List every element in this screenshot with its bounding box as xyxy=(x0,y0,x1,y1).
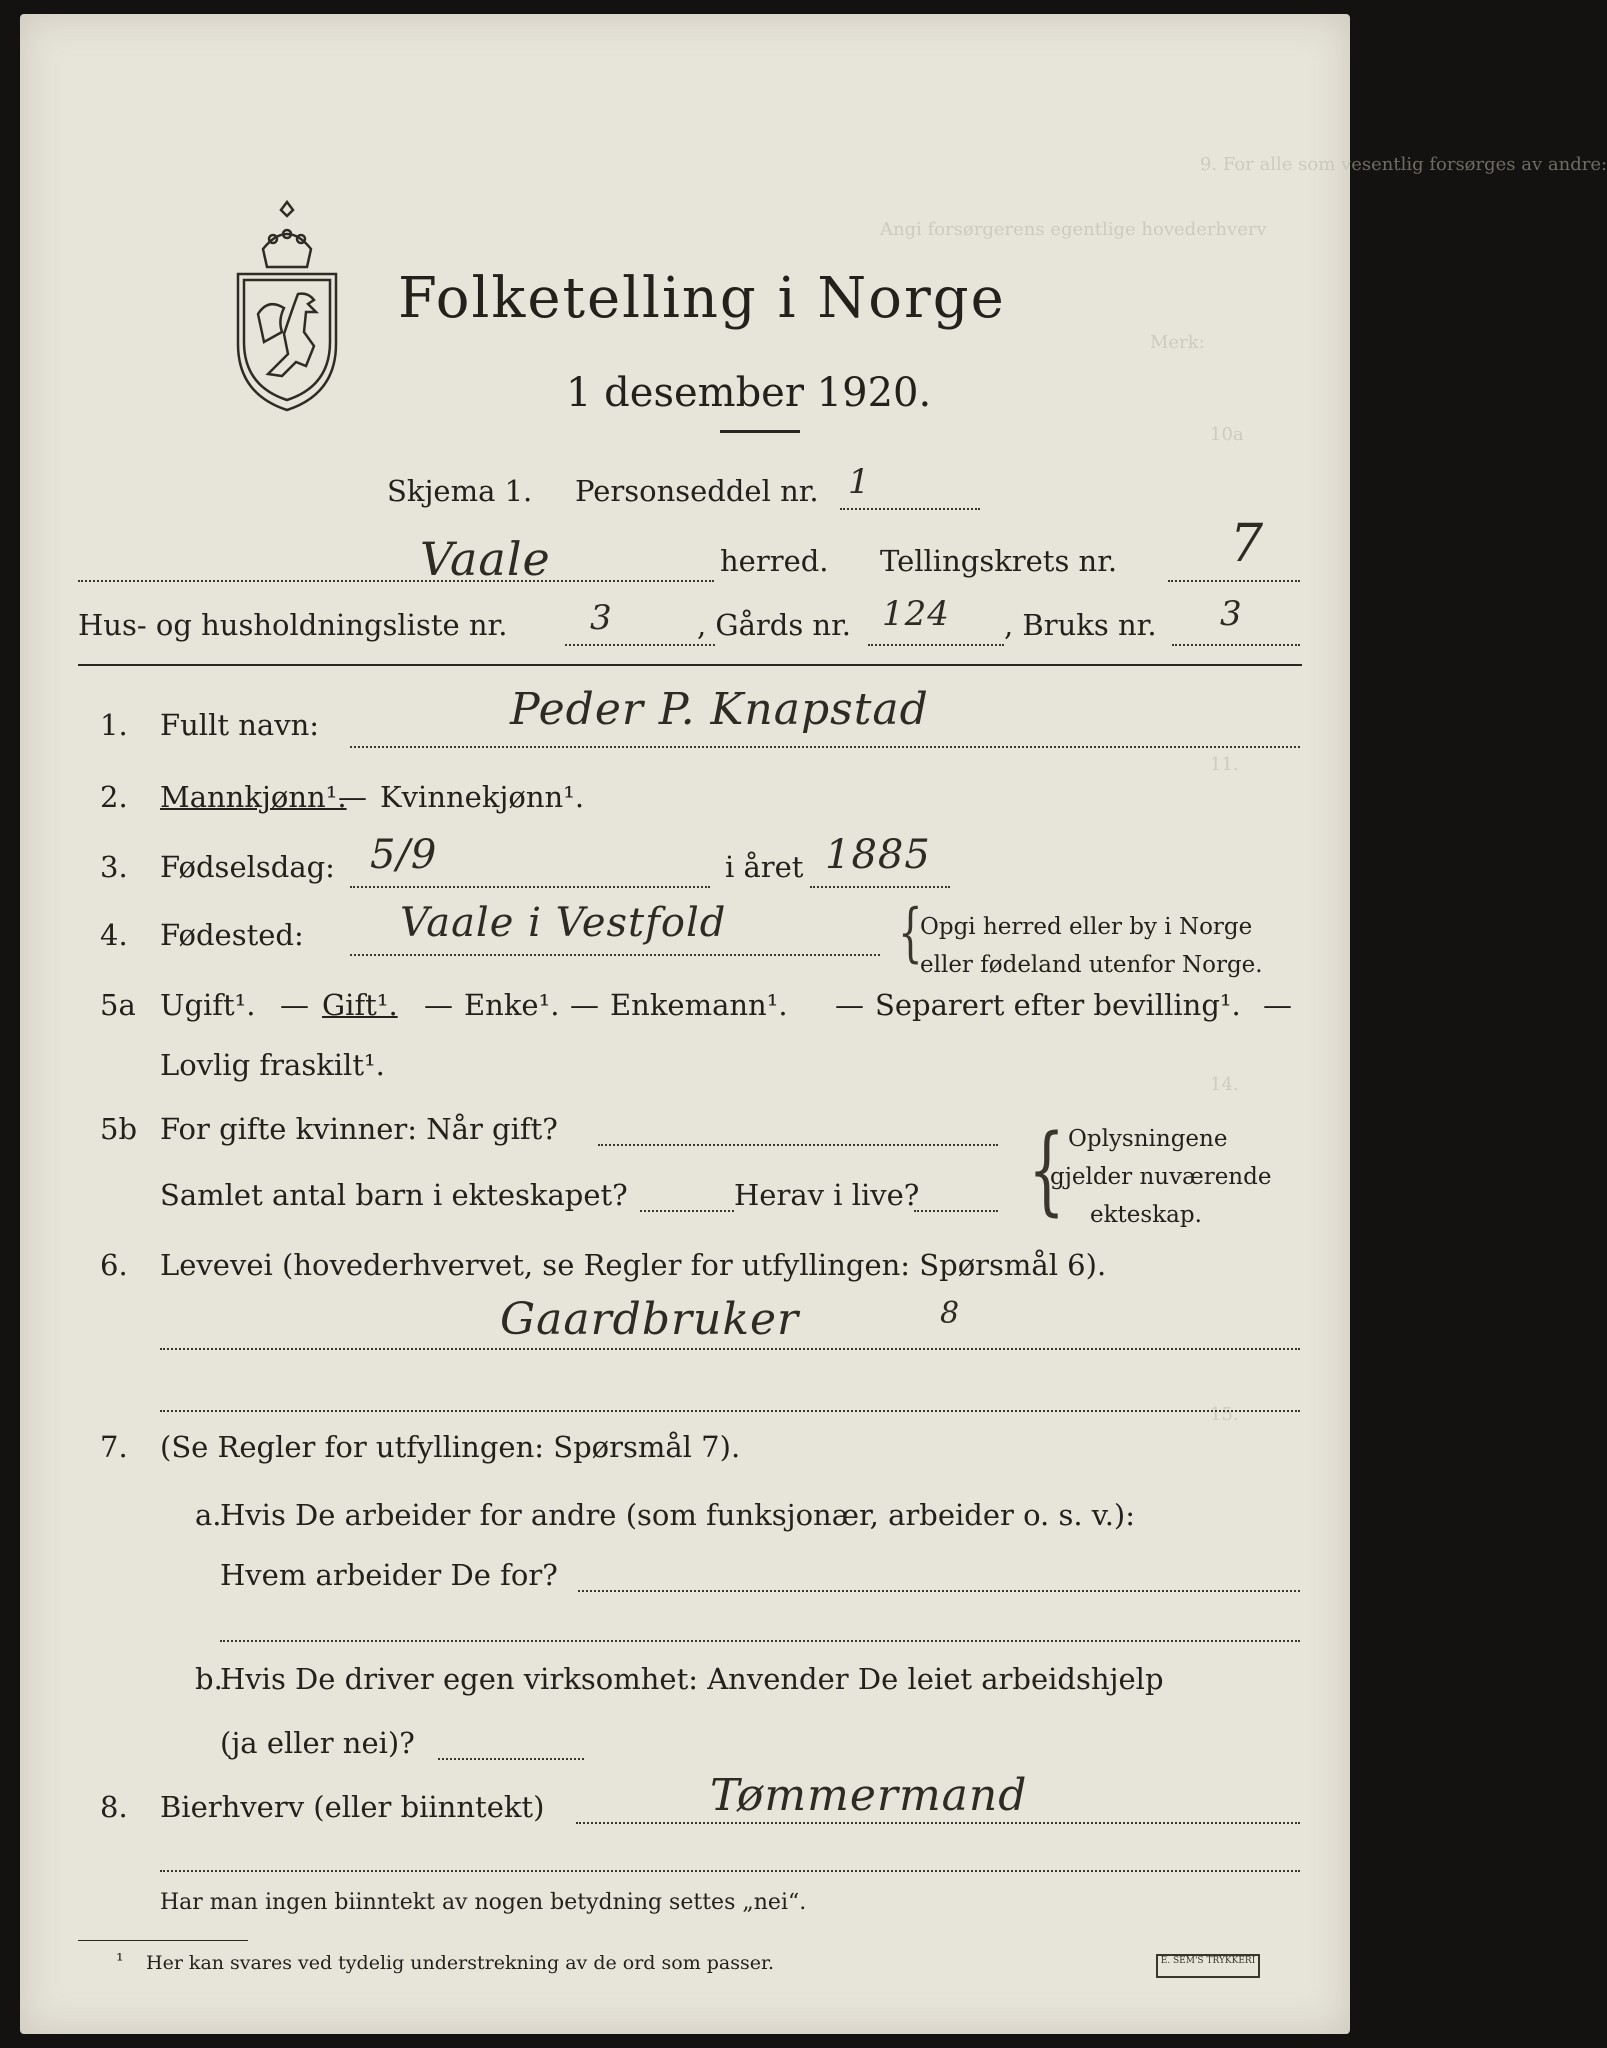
q5b-children-line xyxy=(640,1210,734,1212)
q4-number: 4. xyxy=(100,918,128,952)
q7b-line xyxy=(438,1758,584,1760)
q1-line xyxy=(350,746,1300,748)
personseddel-value: 1 xyxy=(848,462,871,502)
q2-female-option: Kvinnekjønn¹. xyxy=(380,780,585,814)
q5b-brace: { xyxy=(1028,1114,1065,1226)
q5a-number: 5a xyxy=(100,988,136,1022)
bleed-through-text: 14. xyxy=(1210,1074,1239,1095)
q3-year-line xyxy=(810,886,950,888)
q5a-dash: — xyxy=(280,988,309,1022)
q8-line1 xyxy=(576,1822,1300,1824)
header-rule xyxy=(78,664,1302,666)
tellingskrets-value: 7 xyxy=(1230,514,1265,574)
q8-side-income-value: Tømmermand xyxy=(710,1770,1028,1821)
q4-line xyxy=(350,954,880,956)
q5a-dash: — xyxy=(835,988,864,1022)
tellingskrets-label: Tellingskrets nr. xyxy=(880,544,1118,578)
q2-number: 2. xyxy=(100,780,128,814)
gards-label: , Gårds nr. xyxy=(697,608,851,642)
q5b-alive-label: Herav i live? xyxy=(734,1178,920,1212)
census-date: 1 desember 1920. xyxy=(566,370,932,416)
q5b-note-line3: ekteskap. xyxy=(1090,1202,1202,1228)
footnote-rule xyxy=(78,1940,248,1941)
q3-year-value: 1885 xyxy=(825,832,931,878)
q3-birthday-value: 5/9 xyxy=(370,832,438,878)
q7-number: 7. xyxy=(100,1430,128,1464)
q3-number: 3. xyxy=(100,850,128,884)
herred-value: Vaale xyxy=(420,532,551,586)
q1-label: Fullt navn: xyxy=(160,708,320,742)
q7a-line1 xyxy=(578,1590,1300,1592)
q5a-separert: Separert efter bevilling¹. xyxy=(875,988,1241,1022)
printer-stamp: E. SEM'S TRYKKERI xyxy=(1156,1954,1260,1978)
census-form-sheet xyxy=(20,14,1607,2034)
q5b-alive-line xyxy=(914,1210,998,1212)
q6-line2 xyxy=(160,1410,1300,1412)
q7-label: (Se Regler for utfyllingen: Spørsmål 7). xyxy=(160,1430,741,1464)
q8-line2 xyxy=(160,1870,1300,1872)
q5b-children-label: Samlet antal barn i ekteskapet? xyxy=(160,1178,628,1212)
q3-year-label: i året xyxy=(725,850,804,884)
q5b-note-line2: gjelder nuværende xyxy=(1050,1164,1272,1190)
norwegian-coat-of-arms-icon xyxy=(228,194,346,412)
schema-label: Skjema 1. xyxy=(387,474,533,508)
tellingskrets-line xyxy=(1168,580,1300,582)
form-title: Folketelling i Norge xyxy=(398,266,1006,331)
q5a-dash: — xyxy=(570,988,599,1022)
husliste-label: Hus- og husholdningsliste nr. xyxy=(78,608,508,642)
q6-label: Levevei (hovederhvervet, se Regler for utfyllingen: Spørsmål 6). xyxy=(160,1248,1107,1282)
q1-full-name-value: Peder P. Knapstad xyxy=(510,684,929,735)
q5b-number: 5b xyxy=(100,1112,138,1146)
bruks-line xyxy=(1172,644,1300,646)
q6-occupation-value: Gaardbruker xyxy=(500,1294,800,1345)
q5a-enkemann: Enkemann¹. xyxy=(610,988,788,1022)
q5a-gift: Gift¹. xyxy=(322,988,398,1022)
q6-line1 xyxy=(160,1348,1300,1350)
q4-label: Fødested: xyxy=(160,918,304,952)
q1-number: 1. xyxy=(100,708,128,742)
herred-label: herred. xyxy=(720,544,829,578)
gards-line xyxy=(868,644,1004,646)
q5a-dash: — xyxy=(1263,988,1292,1022)
bleed-through-text: Merk: xyxy=(1150,332,1205,353)
q5a-dash: — xyxy=(424,988,453,1022)
q8-label: Bierhverv (eller biinntekt) xyxy=(160,1790,545,1824)
q7a-question: Hvem arbeider De for? xyxy=(220,1558,558,1592)
q7a-number: a. xyxy=(195,1498,222,1532)
herred-line xyxy=(78,580,714,582)
q2-separator: — xyxy=(338,780,367,814)
q4-note-line2: eller fødeland utenfor Norge. xyxy=(920,952,1263,978)
bruks-label: , Bruks nr. xyxy=(1004,608,1157,642)
footnote-mark: ¹ xyxy=(116,1950,124,1972)
q7b-question: (ja eller nei)? xyxy=(220,1726,415,1760)
q4-birthplace-value: Vaale i Vestfold xyxy=(400,900,727,946)
husliste-line xyxy=(565,644,715,646)
bruks-value: 3 xyxy=(1220,594,1243,634)
q2-male-option: Mannkjønn¹. xyxy=(160,780,347,814)
q4-note-line1: Opgi herred eller by i Norge xyxy=(920,914,1253,940)
q3-line xyxy=(350,886,710,888)
title-divider xyxy=(720,430,800,433)
bleed-through-text: 15. xyxy=(1210,1404,1239,1425)
q8-number: 8. xyxy=(100,1790,128,1824)
q7b-text: Hvis De driver egen virksomhet: Anvender De leiet arbeidshjelp xyxy=(220,1662,1164,1696)
q5b-when-married-label: For gifte kvinner: Når gift? xyxy=(160,1112,558,1146)
q7b-number: b. xyxy=(195,1662,223,1696)
bleed-through-text: 9. For alle som vesentlig forsørges av andre: xyxy=(1200,154,1607,175)
q5b-note-line1: Oplysningene xyxy=(1068,1126,1228,1152)
q6-number: 6. xyxy=(100,1248,128,1282)
q5b-when-married-line xyxy=(598,1144,998,1146)
q4-brace: { xyxy=(898,896,923,970)
q7a-text: Hvis De arbeider for andre (som funksjonær, arbeider o. s. v.): xyxy=(220,1498,1136,1532)
q5a-fraskilt: Lovlig fraskilt¹. xyxy=(160,1048,385,1082)
q7a-line2 xyxy=(220,1640,1300,1642)
personseddel-line xyxy=(840,508,980,510)
q6-mark: 8 xyxy=(940,1296,961,1331)
q5a-ugift: Ugift¹. xyxy=(160,988,256,1022)
footnote-text: Her kan svares ved tydelig understrekning av de ord som passer. xyxy=(146,1952,775,1974)
personseddel-label: Personseddel nr. xyxy=(575,474,819,508)
no-income-note: Har man ingen biinntekt av nogen betydning settes „nei“. xyxy=(160,1890,807,1915)
gards-value: 124 xyxy=(882,594,950,634)
bleed-through-text: 11. xyxy=(1210,754,1239,775)
q5a-enke: Enke¹. xyxy=(464,988,560,1022)
bleed-through-text: 10a xyxy=(1210,424,1244,445)
bleed-through-text: Angi forsørgerens egentlige hovederhverv xyxy=(880,219,1267,240)
q3-label: Fødselsdag: xyxy=(160,850,335,884)
husliste-value: 3 xyxy=(590,598,613,638)
